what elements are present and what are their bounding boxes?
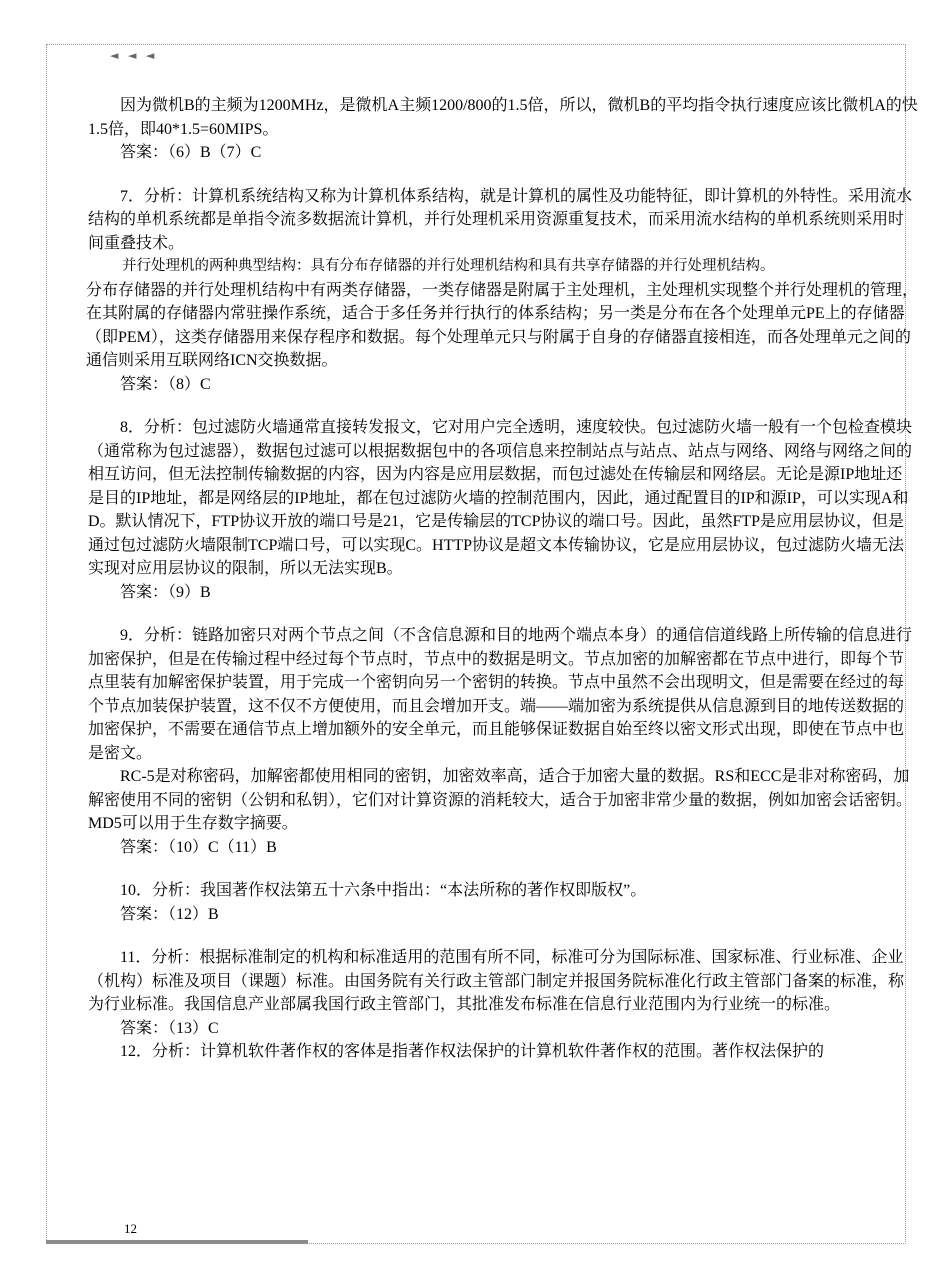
paragraph-distributed-memory: 分布存储器的并行处理机结构中有两类存储器，一类存储器是附属于主处理机，主处理机实现整个并行处理机的管理，在其附属的存储器内常驻操作系统，适合于多任务并行执行的体系结构；另一类是分布在各个处理单元PE上的存储器（即PEM），这类存储器用来保存程序和数据。每个处理单元只与附属于自身的存储器直接相连，而各处理单元之间的通信则采用互联网络ICN交换数据。: [86, 281, 919, 369]
paragraph-q8-analysis: 8．分析：包过滤防火墙通常直接转发报文，它对用户完全透明，速度较快。包过滤防火墙一般有一个包检查模块（通常称为包过滤器），数据包过滤可以根据数据包中的各项信息来控制站点与站点、站点与网络、网络与网络之间的相互访问，但无法控制传输数据的内容，因为内容是应用层数据，而包过滤处在传输层和网络层。无论是源IP地址还是目的IP地址，都是网络层的IP地址，都在包过滤防火墙的控制范围内，因此，通过配置目的IP和源IP，可以实现A和D。默认情况下，FTP协议开放的端口号是21，它是传输层的TCP协议的端口号。因此，虽然FTP是应用层协议，但是通过包过滤防火墙限制TCP端口号，可以实现C。HTTP协议是超文本传输协议，它是应用层协议，包过滤防火墙无法实现对应用层协议的限制，所以无法实现B。: [88, 419, 913, 577]
prev-page-arrows-icon[interactable]: ◄ ◄ ◄: [110, 49, 158, 62]
paragraph-mips: 因为微机B的主频为1200MHz，是微机A主频1200/800的1.5倍，所以，微机B的平均指令执行速度应该比微机A的快1.5倍，即40*1.5=60MIPS。: [88, 97, 918, 138]
paragraph-q12-analysis: 12．分析：计算机软件著作权的客体是指著作权法保护的计算机软件著作权的范围。著作权法保护的: [120, 1043, 825, 1060]
answer-12: 答案：（12）B: [120, 905, 219, 923]
answer-6-7: 答案：（6）B（7）C: [120, 144, 262, 161]
page-number: 12: [124, 1221, 137, 1236]
paragraph-q7-analysis: 7．分析：计算机系统结构又称为计算机体系结构，就是计算机的属性及功能特征，即计算机的外特性。采用流水结构的单机系统都是单指令流多数据流计算机，并行处理机采用资源重复技术，而采用流水结构的单机系统则采用时间重叠技术。: [88, 187, 913, 252]
answer-10-11: 答案：（10）C（11）B: [120, 838, 277, 856]
answer-9: 答案：（9）B: [120, 583, 211, 601]
answer-8: 答案：（8）C: [120, 375, 211, 393]
answer-13: 答案：（13）C: [120, 1019, 219, 1037]
paragraph-q9-analysis: 9．分析：链路加密只对两个节点之间（不含信息源和目的地两个端点本身）的通信信道线路上所传输的信息进行加密保护，但是在传输过程中经过每个节点时，节点中的数据是明文。节点加密的加解密都在节点中进行，即每个节点里装有加解密保护装置，用于完成一个密钥向另一个密钥的转换。节点中虽然不会出现明文，但是需要在经过的每个节点加装保护装置，这不仅不方便使用，而且会增加开支。端——端加密为系统提供从信息源到目的地传送数据的加密保护，不需要在通信节点上增加额外的安全单元，而且能够保证数据自始至终以密文形式出现，即使在节点中也是密文。: [88, 627, 913, 762]
paragraph-ciphers: RC-5是对称密码，加解密都使用相同的密钥，加密效率高，适合于加密大量的数据。RS和ECC是非对称密码，加解密使用不同的密钥（公钥和私钥），它们对计算资源的消耗较大，适合于加密非常少量的数据，例如加密会话密钥。MD5可以用于生存数字摘要。: [88, 768, 913, 832]
page-bottom-bar: [46, 1240, 308, 1244]
paragraph-parallel-structures: 并行处理机的两种典型结构：具有分布存储器的并行处理机结构和具有共享存储器的并行处理机结构。: [122, 258, 775, 274]
paragraph-q11-analysis: 11．分析：根据标准制定的机构和标准适用的范围有所不同，标准可分为国际标准、国家标准、行业标准、企业（机构）标准及项目（课题）标准。由国务院有关行政主管部门制定并报国务院标准化行政主管部门备案的标准，称为行业标准。我国信息产业部属我国行政主管部门，其批准发布标准在信息行业范围内为行业统一的标准。: [88, 949, 905, 1013]
document-body: [88, 94, 918, 1064]
paragraph-q10-analysis: 10．分析：我国著作权法第五十六条中指出：“本法所称的著作权即版权”。: [120, 882, 647, 899]
